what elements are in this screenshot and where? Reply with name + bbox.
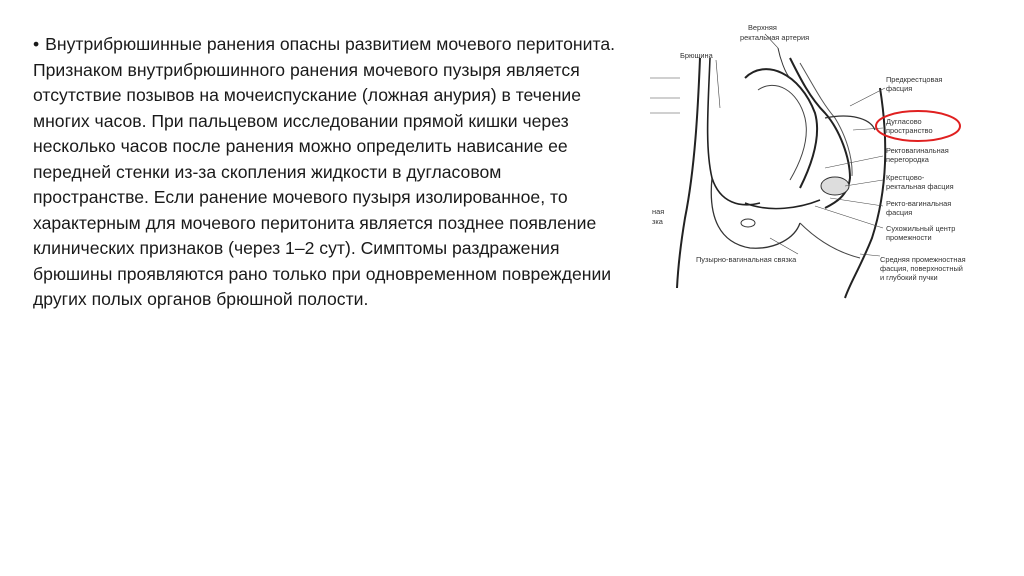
bullet-point: • bbox=[33, 34, 40, 54]
label-peritoneum: Брюшина bbox=[680, 51, 713, 60]
slide-text bbox=[33, 32, 618, 313]
peritoneum-line bbox=[708, 58, 760, 205]
urethra-tip bbox=[741, 219, 755, 227]
uterus-inner bbox=[758, 85, 806, 180]
anatomy-figure bbox=[650, 18, 984, 300]
label-vesicovaginal-ligament: Пузырно-вагинальная связка bbox=[696, 255, 797, 264]
label-rectovaginal-septum-2: перегородка bbox=[886, 155, 929, 164]
label-sacrorectal-fascia-1: Крестцово- bbox=[886, 173, 925, 182]
pelvis-diagram bbox=[650, 18, 984, 300]
label-perineal-center-1: Сухожильный центр bbox=[886, 224, 956, 233]
label-left-cut-2: зка bbox=[652, 217, 663, 226]
bladder-outline bbox=[711, 178, 800, 248]
perineum-line bbox=[800, 223, 860, 258]
paragraph-text: Внутрибрюшинные ранения опасны развитием мочевого перитонита. Признаком внутрибрюшинного ранения мочевого пузыря является отсутствие позывов на мочеиспускание (ложная анурия) в течение многих часов. При пальцевом исследовании прямой кишки через несколько часов после ранения можно определить нависание ее передней стенки из-за скопления жидкости в дугласовом пространстве. Если ранение мочевого пузыря изолированное, то характерным для мочевого перитонита является позднее появление клинических признаков (через 1–2 сут). Симптомы раздражения брюшины проявляются рано только при одновременном повреждении других полых органов брюшной полости. bbox=[33, 34, 616, 309]
label-upper-rectal-artery-2: ректальная артерия bbox=[740, 33, 810, 42]
anal-sphincter bbox=[821, 177, 849, 195]
label-douglas-space-2: пространство bbox=[886, 126, 933, 135]
label-upper-rectal-artery-1: Верхняя bbox=[748, 23, 777, 32]
label-perineal-center-2: промежности bbox=[886, 233, 932, 242]
rectum-inner bbox=[800, 63, 852, 176]
label-middle-fascia-2: фасция, поверхностный bbox=[880, 264, 963, 273]
label-douglas-space-1: Дугласово bbox=[886, 117, 922, 126]
leader-lines bbox=[650, 34, 885, 256]
label-presacral-fascia-1: Предкрестцовая bbox=[886, 75, 943, 84]
label-rectovaginal-fascia-2: фасция bbox=[886, 208, 913, 217]
label-left-cut-1: ная bbox=[652, 207, 665, 216]
label-middle-fascia-1: Средняя промежностная bbox=[880, 255, 966, 264]
label-rectovaginal-fascia-1: Ректо-вагинальная bbox=[886, 199, 952, 208]
label-presacral-fascia-2: фасция bbox=[886, 84, 913, 93]
anterior-abdominal-wall bbox=[677, 58, 700, 288]
label-rectovaginal-septum-1: Ректовагинальная bbox=[886, 146, 949, 155]
label-sacrorectal-fascia-2: ректальная фасция bbox=[886, 182, 954, 191]
label-middle-fascia-3: и глубокий пучки bbox=[880, 273, 938, 282]
